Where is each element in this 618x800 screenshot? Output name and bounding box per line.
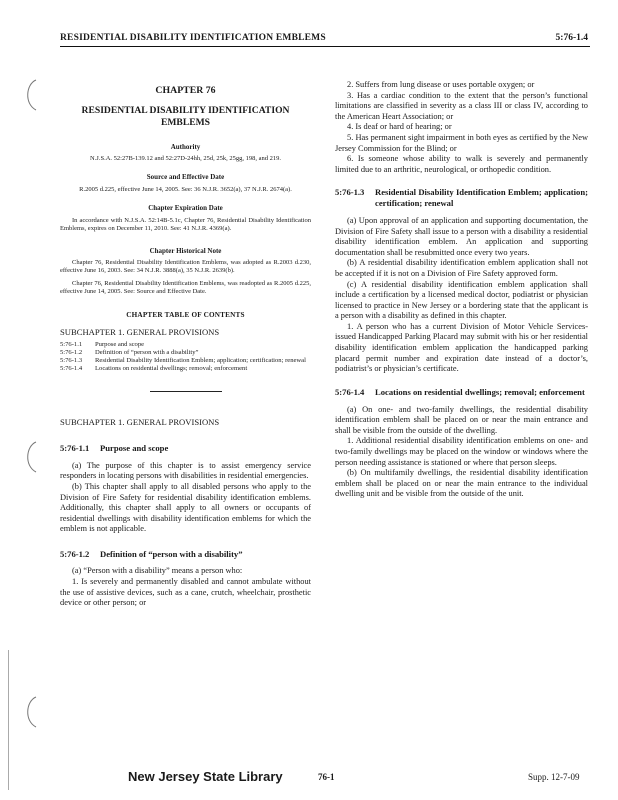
section-title: Purpose and scope <box>100 443 169 454</box>
toc-title: CHAPTER TABLE OF CONTENTS <box>126 311 245 320</box>
chapter-number: CHAPTER 76 <box>155 85 216 96</box>
source-heading: Source and Effective Date <box>146 173 225 182</box>
paragraph: (a) On one- and two-family dwellings, the residential disability identification emblem shall be placed on or near the main entrance and shall be visible from the outside of the dwelling. <box>335 404 588 435</box>
authority-heading: Authority <box>170 142 201 151</box>
toc-row <box>60 341 311 349</box>
expiration-text: In accordance with N.J.S.A. 52:14B-5.1c, Chapter 76, Residential Disability Identification Emblems, expires on December 11, 2010. See: 41 N.J.R. 4369(a). <box>60 216 311 233</box>
library-watermark: New Jersey State Library <box>128 769 283 784</box>
section-heading <box>335 187 588 209</box>
section-heading <box>335 387 588 398</box>
toc-number: 5:76-1.3 <box>60 356 83 364</box>
history-para-2: Chapter 76, Residential Disability Identification Emblems, was readopted as R.2005 d.225, effective June 14, 2005. See: Source and Effective Date. <box>60 279 311 296</box>
binder-hole-mark-bottom <box>22 695 40 729</box>
toc-number: 5:76-1.2 <box>60 348 83 356</box>
authority-text: N.J.S.A. 52:27B-139.12 and 52:27D-24hh, 25d, 25k, 25gg, 198, and 219. <box>89 155 282 163</box>
toc-row <box>60 349 311 357</box>
paragraph: (a) Upon approval of an application and supporting documentation, the Division of Fire Safety shall issue to a person with a disability a residential disability identification emblem. An application and supporting documentation shall be resubmitted once every two years. <box>335 215 588 257</box>
toc-text: Definition of “person with a disability” <box>95 348 199 356</box>
binder-hole-mark-top <box>22 78 40 112</box>
section-heading <box>60 549 311 560</box>
history-para-1: Chapter 76, Residential Disability Identification Emblems, was adopted as R.2003 d.230, effective June 16, 2003. See: 34 N.J.R. 3888(a), 35 N.J.R. 2639(b). <box>60 259 311 275</box>
toc-row <box>60 365 311 373</box>
section-number: 5:76-1.1 <box>60 443 90 454</box>
paragraph: (b) On multifamily dwellings, the residential disability identification emblem shall be placed on or near the main entrance to the individual dwelling unit and be visible from the outside of the unit. <box>335 468 588 499</box>
section-title: Locations on residential dwellings; removal; enforcement <box>375 386 585 397</box>
paragraph: 1. Additional residential disability identification emblems on one- and two-family dwellings may be placed on the window or windows where the person needing assistance is stationed or where that person sleeps. <box>335 436 588 467</box>
chapter-title: RESIDENTIAL DISABILITY IDENTIFICATION EMBLEMS <box>81 104 290 129</box>
binder-hole-mark-middle <box>22 440 40 474</box>
expiration-heading: Chapter Expiration Date <box>148 204 223 213</box>
margin-line <box>8 650 9 790</box>
left-column <box>60 80 311 609</box>
paragraph: (a) The purpose of this chapter is to assist emergency service responders in locating persons with disabilities in residential emergencies. <box>60 460 311 481</box>
section-number: 5:76-1.3 <box>335 187 365 198</box>
paragraph: (b) This chapter shall apply to all disabled persons who apply to the Division of Fire Safety for residential disability identification emblems. Additionally, this chapter shall apply to all owners or occupants of residential dwellings with disability identification emblems for which the emblem is not applicable. <box>60 481 311 534</box>
paragraph: 2. Suffers from lung disease or uses portable oxygen; or <box>347 80 535 89</box>
toc-number: 5:76-1.4 <box>60 364 83 372</box>
toc-subchapter: SUBCHAPTER 1. GENERAL PROVISIONS <box>60 326 220 337</box>
paragraph: 4. Is deaf or hard of hearing; or <box>347 122 452 132</box>
running-header-title: RESIDENTIAL DISABILITY IDENTIFICATION EMBLEMS <box>60 33 326 43</box>
right-column <box>335 80 588 500</box>
section-title: Residential Disability Identification Emblem; application; certification; renewal <box>375 187 588 209</box>
section-number: 5:76-1.2 <box>60 548 90 559</box>
page-number: 76-1 <box>318 772 335 782</box>
source-text: R.2005 d.225, effective June 14, 2005. See: 36 N.J.R. 3652(a), 37 N.J.R. 2674(a). <box>79 186 292 194</box>
paragraph: (b) A residential disability identification emblem application shall not be accepted if it is not on a Division of Fire Safety approved form. <box>335 258 588 278</box>
toc-row <box>60 357 311 365</box>
paragraph: 1. Is severely and permanently disabled and cannot ambulate without the use of assistive devices, such as a cane, crutch, wheelchair, prosthetic device or other person; or <box>60 577 311 608</box>
running-header-section: 5:76-1.4 <box>555 33 588 43</box>
section-number: 5:76-1.4 <box>335 386 365 397</box>
supplement-date: Supp. 12-7-09 <box>528 772 580 782</box>
paragraph: (c) A residential disability identification emblem application shall include a certification by a licensed medical doctor, podiatrist or physician licensed to practice in New Jersey or a bordering state that the applicant is a person with a disability as defined in this chapter. <box>335 279 588 321</box>
paragraph: 5. Has permanent sight impairment in both eyes as certified by the New Jersey Commission for the Blind; or <box>335 132 588 153</box>
paragraph: (a) “Person with a disability” means a person who: <box>72 566 243 576</box>
toc-number: 5:76-1.1 <box>60 340 83 348</box>
history-heading: Chapter Historical Note <box>149 246 222 255</box>
toc-text: Purpose and scope <box>95 340 145 348</box>
toc-text: Residential Disability Identification Emblem; application; certification; renewal <box>95 356 306 364</box>
header-rule <box>60 46 590 47</box>
paragraph: 1. A person who has a current Division of Motor Vehicle Services-issued Handicapped Parking Placard may submit with his or her residential disability identification emblem application the handicapped parking placard permit number and expiration date instead of a doctor’s, podiatrist’s or physician’s certificate. <box>335 321 588 374</box>
section-divider <box>150 391 222 392</box>
section-title: Definition of “person with a disability” <box>100 548 243 559</box>
paragraph: 3. Has a cardiac condition to the extent that the person’s functional limitations are classified in severity as a class III or class IV, according to the American Heart Association; or <box>335 90 588 121</box>
section-heading <box>60 443 311 454</box>
paragraph: 6. Is someone whose ability to walk is severely and permanently limited due to an arthritic, neurological, or orthopedic condition. <box>335 154 588 174</box>
toc-text: Locations on residential dwellings; removal; enforcement <box>95 364 248 372</box>
subchapter-heading: SUBCHAPTER 1. GENERAL PROVISIONS <box>60 416 220 427</box>
